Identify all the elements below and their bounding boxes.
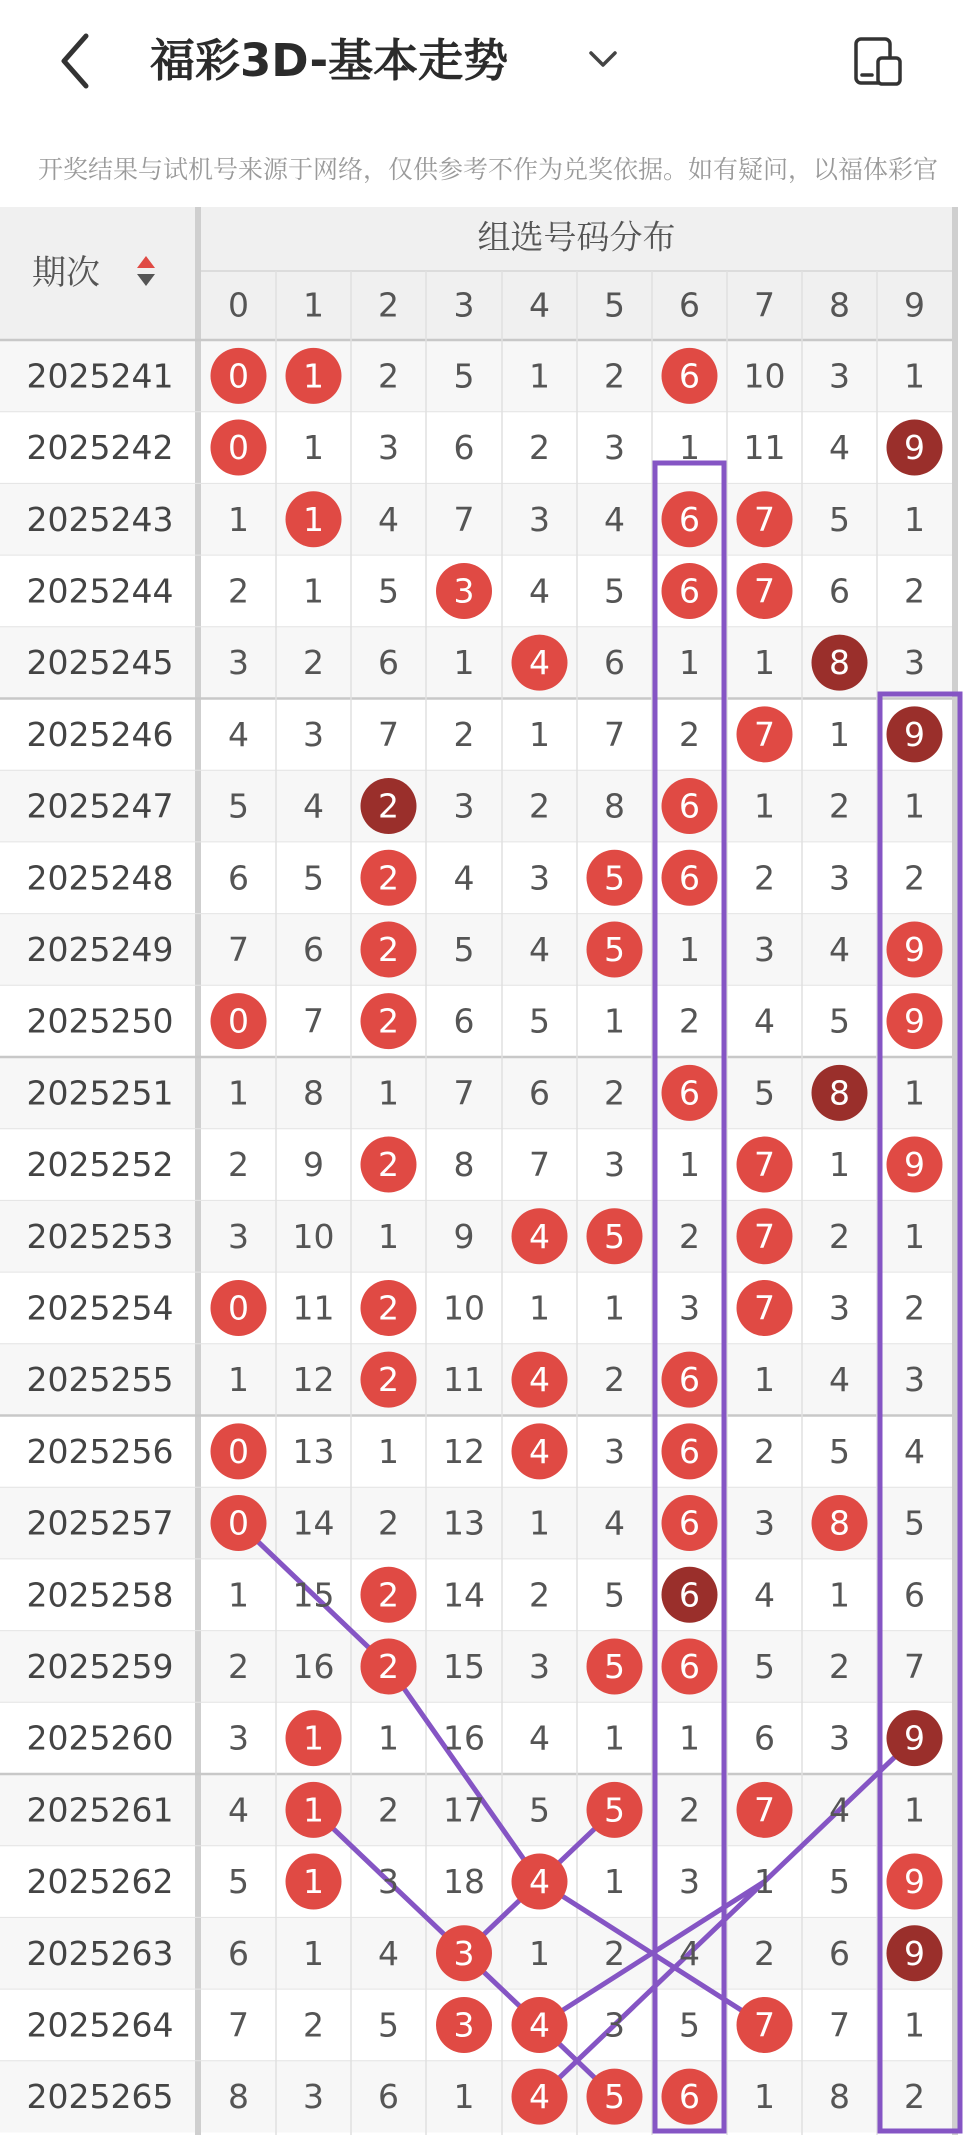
miss-count: 1 [679,1145,700,1185]
hit-number: 2 [378,929,399,969]
digit-header-4: 4 [529,285,550,325]
miss-count: 4 [904,1431,925,1471]
hit-number: 6 [679,356,700,396]
hit-number: 6 [679,858,700,898]
miss-count: 2 [829,1646,850,1686]
miss-count: 5 [604,1575,625,1615]
miss-count: 15 [443,1646,485,1686]
miss-count: 1 [378,1718,399,1758]
period-label: 2025244 [26,571,174,611]
miss-count: 5 [754,1646,775,1686]
miss-count: 1 [378,1073,399,1113]
period-label: 2025253 [26,1216,174,1256]
digit-header-8: 8 [829,285,850,325]
miss-count: 3 [378,1862,399,1902]
miss-count: 17 [443,1790,485,1830]
miss-count: 5 [679,2005,700,2045]
miss-count: 1 [228,499,249,539]
digit-header-5: 5 [604,285,625,325]
miss-count: 5 [754,1073,775,1113]
hit-number: 6 [679,571,700,611]
digit-header-6: 6 [679,285,700,325]
miss-count: 4 [378,499,399,539]
miss-count: 2 [904,1288,925,1328]
miss-count: 4 [453,858,475,898]
period-label: 2025252 [26,1145,174,1185]
miss-count: 2 [679,1790,700,1830]
period-label: 2025243 [26,499,174,539]
miss-count: 2 [378,1790,399,1830]
digit-header-3: 3 [453,285,475,325]
miss-count: 3 [754,929,775,969]
miss-count: 2 [679,714,700,754]
miss-count: 1 [904,1790,925,1830]
miss-count: 1 [228,1575,249,1615]
miss-count: 1 [904,356,925,396]
miss-count: 4 [228,714,249,754]
miss-count: 3 [529,499,550,539]
hit-number: 9 [904,929,925,969]
hit-number: 1 [303,356,324,396]
miss-count: 6 [228,858,249,898]
miss-count: 4 [378,1933,399,1973]
miss-count: 3 [604,2005,625,2045]
miss-count: 6 [303,929,324,969]
miss-count: 11 [743,428,786,468]
miss-count: 13 [292,1431,335,1471]
miss-count: 8 [604,786,625,826]
miss-count: 5 [904,1503,925,1543]
hit-number: 2 [378,1001,399,1041]
period-label: 2025257 [26,1503,174,1543]
miss-count: 6 [754,1718,775,1758]
miss-count: 14 [292,1503,335,1543]
miss-count: 2 [754,858,775,898]
miss-count: 7 [453,499,475,539]
miss-count: 8 [228,2077,249,2117]
hit-number: 9 [904,714,925,754]
miss-count: 2 [679,1001,700,1041]
hit-number: 9 [904,1862,925,1902]
miss-count: 1 [829,1145,850,1185]
hit-number: 1 [303,1790,324,1830]
miss-count: 11 [292,1288,335,1328]
hit-number: 8 [829,643,850,683]
miss-count: 5 [829,499,850,539]
period-label: 2025246 [26,714,174,754]
digit-header-9: 9 [904,285,925,325]
miss-count: 4 [829,428,850,468]
miss-count: 1 [829,1575,850,1615]
hit-number: 6 [679,499,700,539]
miss-count: 3 [228,1718,249,1758]
miss-count: 1 [754,1360,775,1400]
miss-count: 3 [228,1216,249,1256]
hit-number: 1 [303,499,324,539]
miss-count: 2 [604,356,625,396]
miss-count: 5 [829,1001,850,1041]
miss-count: 6 [829,571,850,611]
miss-count: 7 [228,2005,249,2045]
miss-count: 2 [228,571,249,611]
hit-number: 0 [228,1431,249,1471]
hit-number: 6 [679,1360,700,1400]
miss-count: 6 [904,1575,925,1615]
miss-count: 3 [604,1145,625,1185]
miss-count: 6 [453,428,475,468]
hit-number: 5 [604,858,625,898]
hit-number: 6 [679,1646,700,1686]
miss-count: 5 [453,356,475,396]
miss-count: 1 [679,643,700,683]
hit-number: 3 [453,1933,475,1973]
miss-count: 1 [904,1216,925,1256]
miss-count: 4 [679,1933,700,1973]
miss-count: 9 [453,1216,475,1256]
miss-count: 2 [453,714,475,754]
hit-number: 2 [378,858,399,898]
miss-count: 3 [829,356,850,396]
device-button[interactable] [850,34,906,90]
miss-count: 2 [904,2077,925,2117]
miss-count: 14 [443,1575,485,1615]
miss-count: 1 [303,571,324,611]
miss-count: 2 [303,2005,324,2045]
miss-count: 1 [679,1718,700,1758]
miss-count: 4 [604,1503,625,1543]
miss-count: 1 [529,1288,550,1328]
hit-number: 6 [679,786,700,826]
hit-number: 3 [453,2005,475,2045]
hit-number: 7 [754,1790,775,1830]
miss-count: 10 [292,1216,335,1256]
miss-count: 1 [904,786,925,826]
device-icon [850,34,906,90]
miss-count: 5 [829,1431,850,1471]
miss-count: 1 [829,714,850,754]
miss-count: 3 [904,643,925,683]
miss-count: 1 [754,786,775,826]
hit-number: 7 [754,1145,775,1185]
miss-count: 3 [303,714,324,754]
miss-count: 1 [904,499,925,539]
miss-count: 1 [754,2077,775,2117]
hit-number: 6 [679,2077,700,2117]
miss-count: 3 [228,643,249,683]
miss-count: 2 [378,1503,399,1543]
period-header-label: 期次 [32,253,100,293]
period-label: 2025265 [26,2077,174,2117]
miss-count: 3 [604,428,625,468]
miss-count: 4 [529,1718,550,1758]
miss-count: 3 [829,1718,850,1758]
miss-count: 5 [378,2005,399,2045]
miss-count: 5 [829,1862,850,1902]
miss-count: 5 [604,571,625,611]
miss-count: 7 [829,2005,850,2045]
miss-count: 18 [443,1862,485,1902]
period-label: 2025259 [26,1646,174,1686]
hit-number: 4 [529,1862,550,1902]
miss-count: 5 [378,571,399,611]
hit-number: 8 [829,1503,850,1543]
miss-count: 12 [443,1431,485,1471]
trend-table [0,207,964,2135]
chevron-left-icon [52,28,102,94]
miss-count: 1 [529,714,550,754]
miss-count: 5 [303,858,324,898]
miss-count: 2 [529,786,550,826]
hit-number: 7 [754,714,775,754]
hit-number: 2 [378,1145,399,1185]
miss-count: 1 [303,1933,324,1973]
hit-number: 6 [679,1073,700,1113]
miss-count: 3 [604,1431,625,1471]
miss-count: 2 [904,858,925,898]
period-label: 2025241 [26,356,174,396]
hit-number: 7 [754,1216,775,1256]
period-label: 2025263 [26,1933,174,1973]
period-label: 2025254 [26,1288,174,1328]
miss-count: 2 [904,571,925,611]
hit-number: 7 [754,1288,775,1328]
miss-count: 1 [754,643,775,683]
hit-number: 4 [529,1431,550,1471]
period-label: 2025249 [26,929,174,969]
period-label: 2025251 [26,1073,174,1113]
title-dropdown-button[interactable] [585,42,621,78]
miss-count: 6 [829,1933,850,1973]
miss-count: 2 [604,1073,625,1113]
period-label: 2025248 [26,858,174,898]
miss-count: 1 [679,428,700,468]
period-label: 2025256 [26,1431,174,1471]
digit-header-2: 2 [378,285,399,325]
hit-number: 5 [604,1646,625,1686]
digit-header-0: 0 [228,285,249,325]
miss-count: 4 [228,1790,249,1830]
hit-number: 4 [529,1216,550,1256]
right-edge-divider [952,207,958,2135]
miss-count: 2 [378,356,399,396]
miss-count: 1 [228,1073,249,1113]
hit-number: 5 [604,1790,625,1830]
hit-number: 0 [228,428,249,468]
miss-count: 12 [292,1360,335,1400]
miss-count: 2 [754,1933,775,1973]
hit-number: 5 [604,929,625,969]
miss-count: 4 [829,1360,850,1400]
miss-count: 7 [604,714,625,754]
miss-count: 16 [443,1718,485,1758]
miss-count: 6 [604,643,625,683]
miss-count: 4 [529,929,550,969]
miss-count: 3 [378,428,399,468]
miss-count: 5 [529,1001,550,1041]
miss-count: 2 [829,1216,850,1256]
miss-count: 7 [453,1073,475,1113]
miss-count: 1 [378,1216,399,1256]
period-label: 2025250 [26,1001,174,1041]
miss-count: 3 [679,1288,700,1328]
digit-header-1: 1 [303,285,324,325]
hit-number: 2 [378,786,399,826]
hit-number: 4 [529,2077,550,2117]
miss-count: 6 [228,1933,249,1973]
trend-table-grid [0,207,964,2135]
miss-count: 6 [529,1073,550,1113]
hit-number: 3 [453,571,475,611]
hit-number: 8 [829,1073,850,1113]
hit-number: 2 [378,1575,399,1615]
miss-count: 3 [829,1288,850,1328]
miss-count: 1 [604,1288,625,1328]
miss-count: 4 [829,1790,850,1830]
miss-count: 4 [754,1575,775,1615]
period-label: 2025245 [26,643,174,683]
miss-count: 3 [904,1360,925,1400]
miss-count: 2 [529,428,550,468]
hit-number: 0 [228,1001,249,1041]
miss-count: 7 [529,1145,550,1185]
miss-count: 2 [529,1575,550,1615]
miss-count: 10 [443,1288,485,1328]
hit-number: 0 [228,1503,249,1543]
hit-number: 2 [378,1360,399,1400]
digit-header-7: 7 [754,285,775,325]
miss-count: 3 [754,1503,775,1543]
miss-count: 2 [754,1431,775,1471]
back-button[interactable] [52,28,102,94]
app-header [0,0,964,125]
hit-number: 2 [378,1288,399,1328]
hit-number: 6 [679,1503,700,1543]
hit-number: 9 [904,428,925,468]
miss-count: 1 [378,1431,399,1471]
miss-count: 1 [679,929,700,969]
miss-count: 4 [829,929,850,969]
hit-number: 5 [604,2077,625,2117]
miss-count: 3 [829,858,850,898]
miss-count: 3 [529,858,550,898]
miss-count: 7 [378,714,399,754]
miss-count: 1 [604,1862,625,1902]
miss-count: 2 [604,1933,625,1973]
miss-count: 7 [904,1646,925,1686]
miss-count: 6 [378,643,399,683]
miss-count: 1 [529,1503,550,1543]
period-label: 2025247 [26,786,174,826]
miss-count: 1 [303,428,324,468]
hit-number: 0 [228,1288,249,1328]
period-label: 2025260 [26,1718,174,1758]
miss-count: 1 [904,2005,925,2045]
chevron-down-icon [585,42,621,78]
miss-count: 1 [754,1862,775,1902]
disclaimer-text: 开奖结果与试机号来源于网络，仅供参考不作为兑奖依据。如有疑问，以福体彩官 [38,155,939,184]
miss-count: 6 [453,1001,475,1041]
miss-count: 4 [303,786,324,826]
hit-number: 7 [754,571,775,611]
miss-count: 1 [228,1360,249,1400]
miss-count: 2 [679,1216,700,1256]
miss-count: 7 [228,929,249,969]
miss-count: 3 [679,1862,700,1902]
miss-count: 4 [604,499,625,539]
miss-count: 3 [529,1646,550,1686]
miss-count: 9 [303,1145,324,1185]
miss-count: 1 [529,356,550,396]
miss-count: 8 [303,1073,324,1113]
period-label: 2025261 [26,1790,174,1830]
miss-count: 8 [829,2077,850,2117]
hit-number: 7 [754,2005,775,2045]
miss-count: 8 [453,1145,475,1185]
miss-count: 1 [453,2077,475,2117]
miss-count: 3 [453,786,475,826]
page-title[interactable]: 福彩3D-基本走势 [150,34,509,87]
miss-count: 2 [228,1145,249,1185]
hit-number: 4 [529,2005,550,2045]
hit-number: 4 [529,643,550,683]
miss-count: 2 [829,786,850,826]
hit-number: 5 [604,1216,625,1256]
hit-number: 0 [228,356,249,396]
hit-number: 1 [303,1862,324,1902]
hit-number: 2 [378,1646,399,1686]
miss-count: 1 [453,643,475,683]
miss-count: 4 [754,1001,775,1041]
hit-number: 9 [904,1145,925,1185]
miss-count: 5 [228,1862,249,1902]
miss-count: 16 [292,1646,335,1686]
miss-count: 6 [378,2077,399,2117]
miss-count: 5 [453,929,475,969]
hit-number: 6 [679,1575,700,1615]
hit-number: 1 [303,1718,324,1758]
hit-number: 9 [904,1001,925,1041]
miss-count: 13 [443,1503,485,1543]
miss-count: 2 [228,1646,249,1686]
miss-count: 7 [303,1001,324,1041]
period-label: 2025255 [26,1360,174,1400]
hit-number: 9 [904,1718,925,1758]
hit-number: 4 [529,1360,550,1400]
miss-count: 15 [292,1575,335,1615]
miss-count: 2 [303,643,324,683]
hit-number: 6 [679,1431,700,1471]
miss-count: 1 [529,1933,550,1973]
period-label: 2025258 [26,1575,174,1615]
group-distribution-header: 组选号码分布 [477,217,676,257]
miss-count: 5 [228,786,249,826]
miss-count: 3 [303,2077,324,2117]
miss-count: 2 [604,1360,625,1400]
miss-count: 4 [529,571,550,611]
period-label: 2025242 [26,428,174,468]
miss-count: 1 [604,1718,625,1758]
miss-count: 1 [604,1001,625,1041]
period-label: 2025264 [26,2005,174,2045]
hit-number: 9 [904,1933,925,1973]
hit-number: 7 [754,499,775,539]
miss-count: 11 [443,1360,485,1400]
miss-count: 10 [743,356,786,396]
miss-count: 1 [904,1073,925,1113]
miss-count: 5 [529,1790,550,1830]
period-label: 2025262 [26,1862,174,1902]
